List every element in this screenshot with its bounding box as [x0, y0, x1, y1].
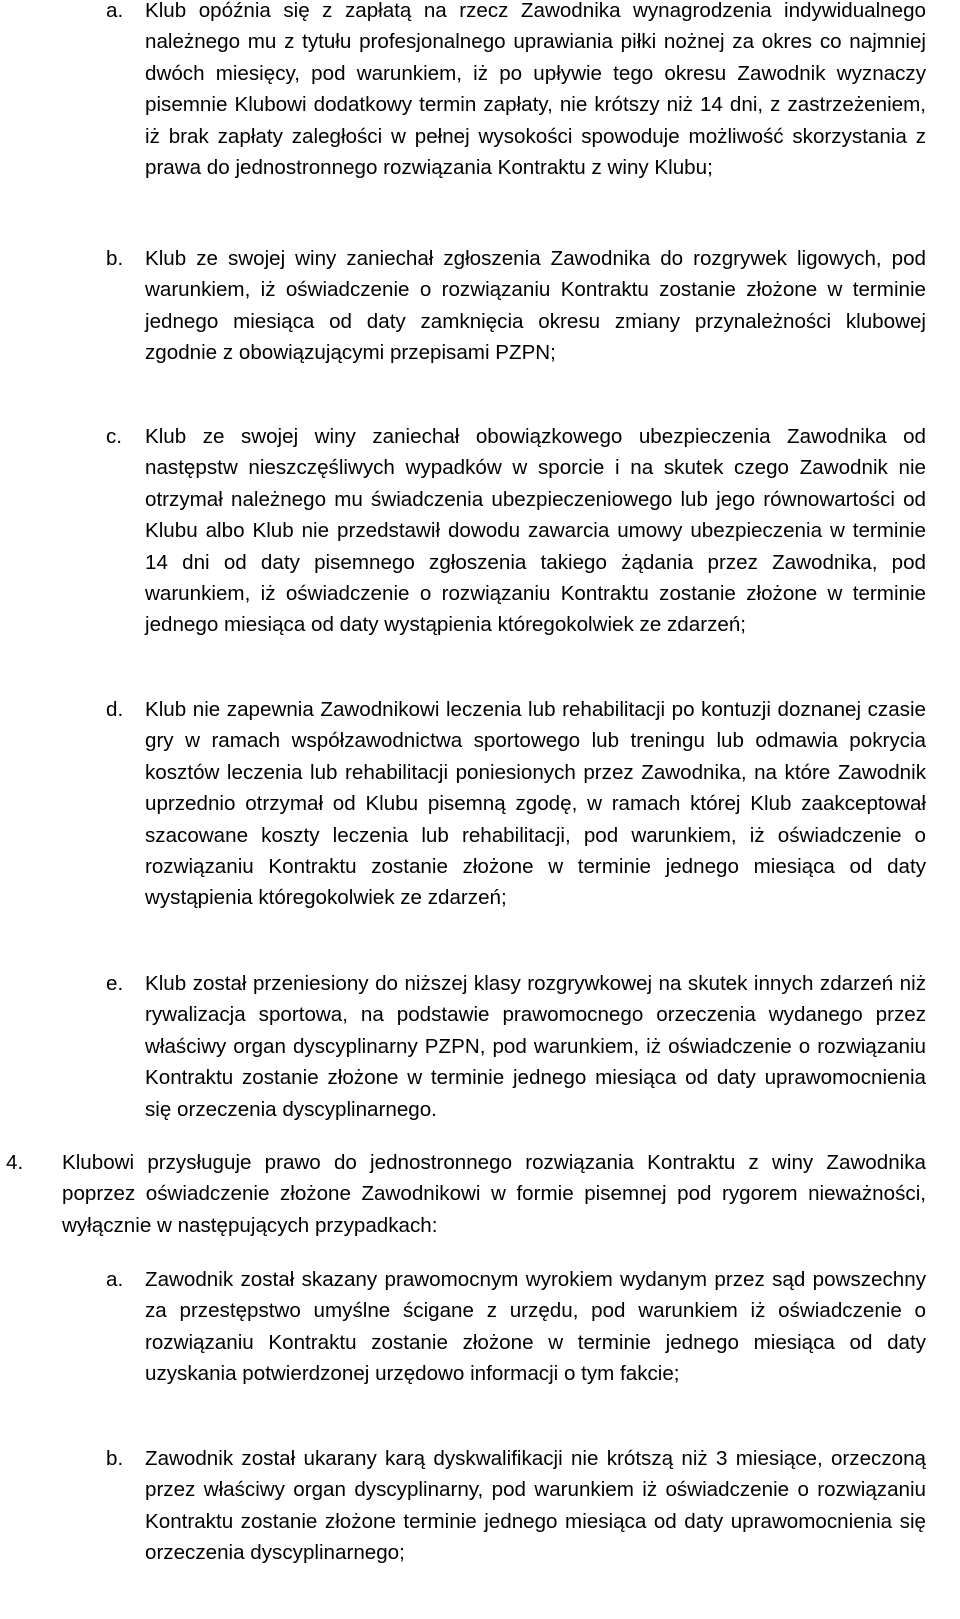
item-marker: d.: [106, 698, 124, 721]
item-text: Zawodnik został ukarany karą dyskwalifikacji nie krótszą niż 3 miesiące, orzeczoną przez właściwy organ dyscyplinarny, pod warunkiem iż oświadczenie o rozwiązaniu Kontraktu zostanie złożone terminie jednego miesiąca od daty uprawomocnienia się orzeczenia dyscyplinarnego;: [145, 1447, 926, 1565]
list-item: [106, 0, 926, 183]
item-marker: e.: [106, 972, 124, 995]
item-text: Klub nie zapewnia Zawodnikowi leczenia lub rehabilitacji po kontuzji doznanej czasie gry w ramach współzawodnictwa sportowego lub treningu lub odmawia pokrycia kosztów leczenia lub rehabilitacji poniesionych przez Zawodnika, na które Zawodnik uprzednio otrzymał od Klubu pisemną zgodę, w ramach której Klub zaakceptował szacowane koszty leczenia lub rehabilitacji, pod warunkiem, iż oświadczenie o rozwiązaniu Kontraktu zostanie złożone w terminie jednego miesiąca od daty wystąpienia któregokolwiek ze zdarzeń;: [145, 698, 926, 910]
item-marker: c.: [106, 425, 123, 448]
numbered-paragraph: [6, 1147, 926, 1241]
item-marker: b.: [106, 1447, 124, 1470]
paragraph-text: Klubowi przysługuje prawo do jednostronnego rozwiązania Kontraktu z winy Zawodnika poprzez oświadczenie złożone Zawodnikowi w formie pisemnej pod rygorem nieważności, wyłącznie w następujących przypadkach:: [62, 1151, 926, 1237]
list-item: [106, 1264, 926, 1390]
list-item: [106, 968, 926, 1125]
list-item: [106, 1443, 926, 1569]
item-text: Klub opóźnia się z zapłatą na rzecz Zawodnika wynagrodzenia indywidualnego należnego mu z tytułu profesjonalnego uprawiania piłki nożnej za okres co najmniej dwóch miesięcy, pod warunkiem, iż po upływie tego okresu Zawodnik wyznaczy pisemnie Klubowi dodatkowy termin zapłaty, nie krótszy niż 14 dni, z zastrzeżeniem, iż brak zapłaty zaległości w pełnej wysokości spowoduje możliwość skorzystania z prawa do jednostronnego rozwiązania Kontraktu z winy Klubu;: [145, 0, 926, 180]
paragraph-number: 4.: [6, 1151, 24, 1174]
item-text: Klub ze swojej winy zaniechał obowiązkowego ubezpieczenia Zawodnika od następstw nieszczęśliwych wypadków w sporcie i na skutek czego Zawodnik nie otrzymał należnego mu świadczenia ubezpieczeniowego lub jego równowartości od Klubu albo Klub nie przedstawił dowodu zawarcia umowy ubezpieczenia w terminie 14 dni od daty pisemnego zgłoszenia takiego żądania przez Zawodnika, pod warunkiem, iż oświadczenie o rozwiązaniu Kontraktu zostanie złożone w terminie jednego miesiąca od daty wystąpienia któregokolwiek ze zdarzeń;: [145, 425, 926, 637]
item-marker: b.: [106, 247, 124, 270]
item-marker: a.: [106, 1268, 124, 1291]
item-text: Klub został przeniesiony do niższej klasy rozgrywkowej na skutek innych zdarzeń niż rywalizacja sportowa, na podstawie prawomocnego orzeczenia wydanego przez właściwy organ dyscyplinarny PZPN, pod warunkiem, iż oświadczenie o rozwiązaniu Kontraktu zostanie złożone w terminie jednego miesiąca od daty uprawomocnienia się orzeczenia dyscyplinarnego.: [145, 972, 926, 1121]
list-item: [106, 243, 926, 369]
item-text: Zawodnik został skazany prawomocnym wyrokiem wydanym przez sąd powszechny za przestępstwo umyślne ścigane z urzędu, pod warunkiem iż oświadczenie o rozwiązaniu Kontraktu zostanie złożone w terminie jednego miesiąca od daty uzyskania potwierdzonej urzędowo informacji o tym fakcie;: [145, 1268, 926, 1386]
list-item: [106, 694, 926, 914]
item-text: Klub ze swojej winy zaniechał zgłoszenia Zawodnika do rozgrywek ligowych, pod warunkiem, iż oświadczenie o rozwiązaniu Kontraktu zostanie złożone w terminie jednego miesiąca od daty zamknięcia okresu zmiany przynależności klubowej zgodnie z obowiązującymi przepisami PZPN;: [145, 247, 926, 365]
list-item: [106, 421, 926, 641]
item-marker: a.: [106, 0, 124, 22]
